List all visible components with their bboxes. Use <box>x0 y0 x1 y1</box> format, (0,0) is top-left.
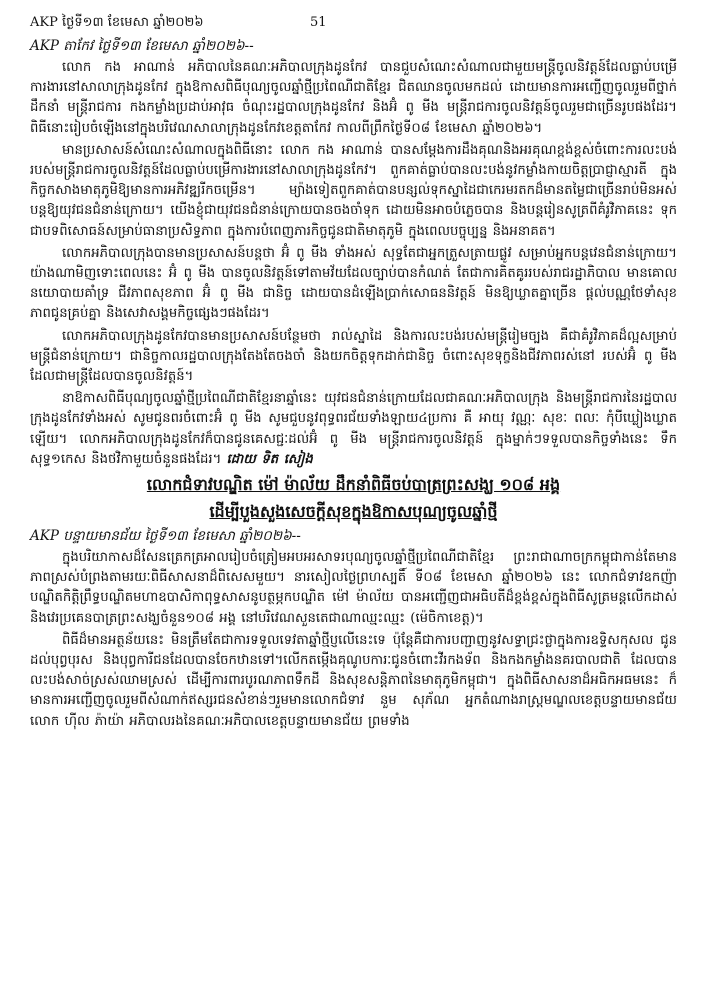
article-1-byline: ដោយ ទិត សៀង <box>226 451 313 467</box>
article-2-headline-line-2: ដើម្បីបួងសួងសេចក្តីសុខក្នុងឱកាសបុណ្យចូលឆ្នាំថ្មី <box>209 502 498 522</box>
article-1-paragraph-2: មានប្រសាសន៍សំណេះសំណាលក្នុងពិធីនោះ លោក កង អាណាន់ បានសម្តែងការដឹងគុណនិងអរគុណខ្ពង់ខ្ពស់ចំពោះការលះបង់ របស់មន្ត្រីរាជការចូលនិវត្តន៍ដែលធ្លាប់បម្រើការងារនៅសាលាក្រុងដូនកែវ។ ពួកគាត់ធ្លាប់បានលះបង់នូវកម្លាំងកាយចិត្តប្រាជ្ញាស្មារតី ក្នុងកិច្ចកសាងមាតុភូមិឱ្យមានការអភិវឌ្ឍរីកចម្រើន។ ម្យ៉ាងទៀតពួកគាត់បានបន្សល់ទុកស្នាដៃជាកេរមរតកដ៏មានតម្លៃជាច្រើនរាប់មិនអស់បន្តឱ្យយុវជនជំនាន់ក្រោយ។ យើងខ្ញុំជាយុវជនជំនាន់ក្រោយបានចងចាំទុក ដោយមិនអាចបំភ្លេចបាន និងបន្តរៀនសូត្រពីគំរូវិភាគនេះ ទុកជាបទពិសោធន៍សម្រាប់ធានាប្រសិទ្ធភាព ក្នុងការបំពេញភារកិច្ចជូនជាតិមាតុភូមិ ក្នុងពេលបច្ចុប្បន្ន និងអនាគត។ <box>30 142 677 239</box>
article-2-paragraph-2: ពិធីដ៏មានអត្ថន័យនេះ មិនត្រឹមតែជាការទទួលទេវតាឆ្នាំថ្មីប្ញលើនេះទេ ប៉ុន្តែគឺជាការបញ្ជាញនូវសទ្ធាជ្រះថ្លាក្នុងការឧទ្ទិសកុសល ជូនដល់បុព្វបុរស និងបុព្វការីជនដែលបានចែកឋានទៅ។លើកតម្កើងគុណូបការៈជូនចំពោះវីរកងទ័ព និងកងកម្លាំងនគរបាលជាតិ ដែលបានលះបង់សាច់ស្រស់ឈាមស្រស់ ដើម្បីការពារបូរណភាពទឹកដី និងសុខសន្តិភាពនៃមាតុភូមិកម្ពុជា។ ក្នុងពិធីសាសនាដ៏អធិកអធមនេះ ក៏មានការអញ្ជើញចូលរួមពីសំណាក់ឥស្សរជនសំខាន់ៗរួមមានលោកជំទាវ នួម សុភ័ណ អ្នកតំណាងរាស្ត្រមណ្ឌលខេត្តបន្ទាយមានជ័យ លោក ហ៊ីល ភ៉ាយ៉ា អភិបាលរងនៃគណៈអភិបាលខេត្តបន្ទាយមានជ័យ ព្រមទាំង <box>30 632 677 729</box>
article-2 <box>30 473 677 732</box>
article-1-dateline: AKP តាកែវ ថ្ងៃទី១៣ ខែមេសា ឆ្នាំ២០២៦-- <box>30 38 254 54</box>
article-1-paragraph-1: លោក កង អាណាន់ អភិបាលនៃគណៈអភិបាលក្រុងដូនកែវ បានជួបសំណេះសំណាលជាមួយមន្ត្រីចូលនិវត្តន៍ដែលធ្លាប់បម្រើការងារនៅសាលាក្រុងដូនកែវ ក្នុងឱកាសពិធីបុណ្យចូលឆ្នាំថ្មីប្រពៃណីជាតិខ្មែរ ជិតឈានចូលមកដល់ ដោយមានការអញ្ជើញចូលរួមពីថ្នាក់ដឹកនាំ មន្ត្រីរាជការ កងកម្លាំងប្រដាប់អាវុធ ចំណុះរដ្ឋបាលក្រុងដូនកែវ និងអ៊ំ ពូ មីង មន្ត្រីរាជការចូលនិវត្តន៍ចូលរួមជាច្រើនរូបផងដែរ។ ពិធីនោះរៀបចំឡើងនៅក្នុងបរិវេណសាលាក្រុងដូនកែវខេត្តតាកែវ កាលពីព្រឹកថ្ងៃទី០៨ ខែមេសា ឆ្នាំ២០២៦។ <box>30 60 677 136</box>
article-2-paragraph-1: ក្នុងបរិយាកាសដ៏សែនត្រេកត្រអាលរៀបចំត្រៀមអបអរសាទរបុណ្យចូលឆ្នាំថ្មីប្រពៃណីជាតិខ្មែរ ព្រះរាជាណាចក្រកម្ពុជាកាន់តែមានភាពស្រស់បំព្រងតាមរយៈពិធីសាសនាដ៏ពិសេសមួយ។ នារសៀលថ្ងៃព្រហស្បតិ៍ ទី០៨ ខែមេសា ឆ្នាំ២០២៦ នេះ លោកជំទាវឧកញ៉ាបណ្ឌិតកិត្តិព្រឹទ្ធបណ្ឌិតមហាឧបាសិកាពុទ្ធសាសនូបត្ថម្ភកបណ្ឌិត ម៉ៅ ម៉ាល័យ បានអញ្ជើញជាអធិបតីដ៏ខ្ពង់ខ្ពស់ក្នុងពិធីសូត្រមន្តលើកដាស់ និងវេរប្រគេនបាត្រព្រះសង្ឃចំនួន១០៨ អង្គ នៅបរិវេណសួនតេជាណាឈ្មះឈ្មះ (ម៉េចិកាខេត្ត)។ <box>30 550 677 626</box>
article-1 <box>30 36 677 470</box>
article-2-headline-line-1: លោកជំទាវបណ្ឌិត ម៉ៅ ម៉ាល័យ ដឹកនាំពិធីចប់បាត្រព្រះសង្ឃ ១០៨ អង្គ <box>146 475 561 495</box>
page-number: 51 <box>310 15 327 30</box>
article-1-paragraph-5 <box>30 389 677 470</box>
page-header <box>30 14 677 32</box>
article-1-paragraph-5-text: នាឱកាសពិធីបុណ្យចូលឆ្នាំថ្មីប្រពៃណីជាតិខ្មែរនាឆ្នាំនេះ យុវជនជំនាន់ក្រោយដែលជាគណៈអភិបាលក្រុង និងមន្ត្រីរាជការនៃរដ្ឋបាលក្រុងដូនកែវទាំងអស់ សូមជូនពរចំពោះអ៊ំ ពូ មីង សូមជួបនូវពុទ្ធពរជ័យទាំងឡាយ៤ប្រការ គឺ អាយុ វណ្ណៈ សុខៈ ពលៈ កុំបីឃ្លៀងឃ្លាតឡើយ។ លោកអភិបាលក្រុងដូនកែវក៏បានជូនគេសជ្ជៈដល់អ៊ំ ពូ មីង មន្ត្រីរាជការចូលនិវត្តន៍ ក្នុងម្នាក់ៗទទួលបានកិច្ចទាំងនេះ ទឹកសុទ្ធ១កេស និងថវិកាមួយចំនួនផងដែរ។ <box>30 391 677 467</box>
header-text: AKP ថ្ងៃទី១៣ ខែមេសា ឆ្នាំ២០២៦ <box>30 15 204 30</box>
article-1-paragraph-3: លោកអភិបាលក្រុងបានមានប្រសាសន៍បន្តថា អ៊ំ ពូ មីង ទាំងអស់ សុទ្ធតែជាអ្នកត្រួសត្រាយផ្លូវ សម្រាប់អ្នកបន្តវេនជំនាន់ក្រោយ។ យ៉ាងណាមិញទោះពេលនេះ អ៊ំ ពូ មីង បានចូលនិវត្តន៍ទៅតាមវ័យដែលច្បាប់បានកំណត់ តែជាការគិតគូររបស់រាជរដ្ឋាភិបាល មានគោលនយោបាយគាំទ្រ ជីវភាពសុខភាព អ៊ំ ពូ មីង ជានិច្ច ដោយបានដំឡើងប្រាក់សោធននិវត្តន៍ មិនឱ្យឃ្លាតគ្នាច្រើន ផ្តល់បណ្ណថែទាំសុខភាពជូនគ្រប់គ្នា និងសេវាសង្គមកិច្ចផ្សេងៗផងដែរ។ <box>30 245 677 322</box>
article-2-dateline: AKP បន្ទាយមានជ័យ ថ្ងៃទី១៣ ខែមេសា ឆ្នាំ២០២៦-- <box>30 528 301 545</box>
article-1-paragraph-4: លោកអភិបាលក្រុងដូនកែវបានមានប្រសាសន៍បន្ថែមថា រាល់ស្នាដៃ និងការលះបង់របស់មន្ត្រីរៀមច្បង គឺជាគំរូវិភាគដ៏ល្អសម្រាប់មន្ត្រីជំនាន់ក្រោយ។ ជានិច្ចកាលរដ្ឋបាលក្រុងតែងតែចងចាំ និងយកចិត្តទុកដាក់ជានិច្ច ចំពោះសុខទុក្ខនិងជីវភាពរស់នៅ របស់អ៊ំ ពូ មីង ដែលជាមន្ត្រីដែលបានចូលនិវត្តន៍។ <box>30 328 677 385</box>
